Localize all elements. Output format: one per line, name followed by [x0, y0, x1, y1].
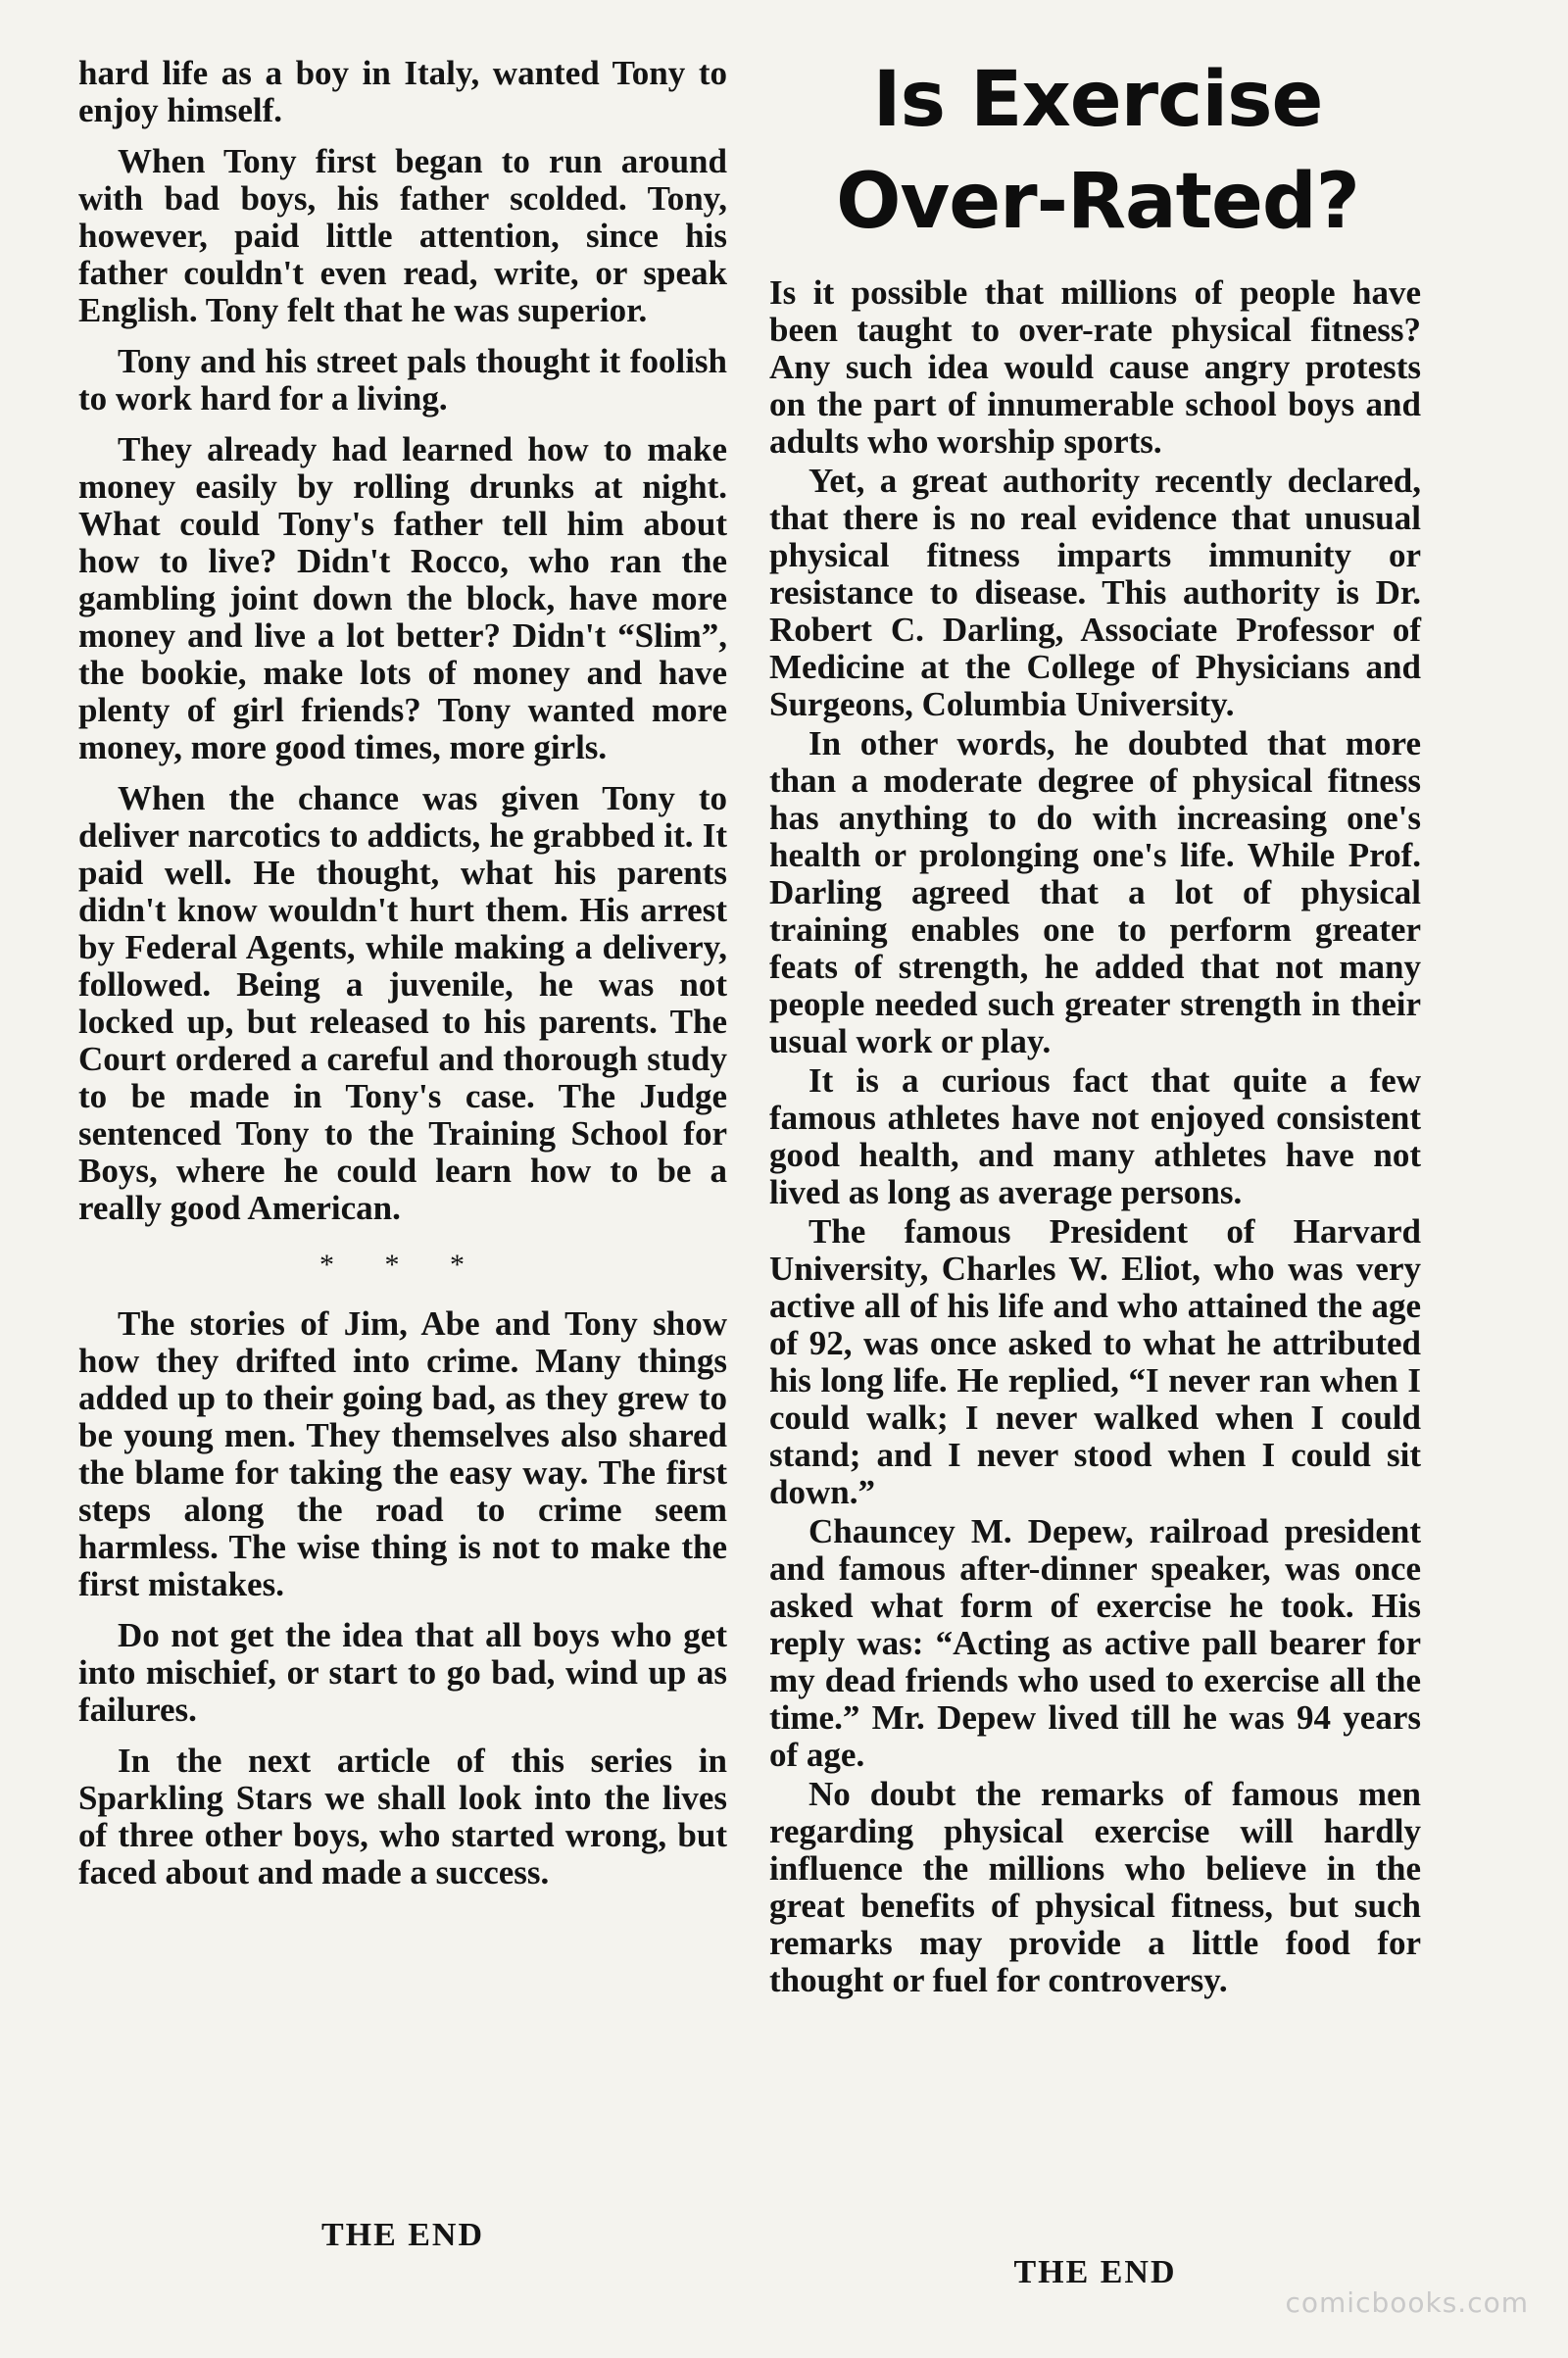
left-paragraph-6: The stories of Jim, Abe and Tony show how they drifted into crime. Many things added up to their going bad, as they grew to be young men. They themselves also shared the blame for taking the easy way. The first steps along the road to crime seem harmless. The wise thing is not to make the first mistakes. — [78, 1304, 727, 1603]
left-paragraph-5: When the chance was given Tony to deliver narcotics to addicts, he grabbed it. It paid well. He thought, what his parents didn't know wouldn't hurt them. His arrest by Federal Agents, while making a delivery, followed. Being a juvenile, he was not locked up, but released to his parents. The Court ordered a careful and thorough study to be made in Tony's case. The Judge sentenced Tony to the Training School for Boys, where he could learn how to be a really good American. — [78, 779, 727, 1227]
right-column — [769, 274, 1421, 2001]
headline-line-2: Over-Rated? — [836, 158, 1359, 246]
left-the-end: THE END — [320, 2217, 485, 2253]
right-paragraph-4: It is a curious fact that quite a few famous athletes have not enjoyed consistent good health, and many athletes have not lived as long as average persons. — [769, 1061, 1421, 1211]
left-paragraph-4: They already had learned how to make money easily by rolling drunks at night. What could Tony's father tell him about how to live? Didn't Rocco, who ran the gambling joint down the block, have more money and live a lot better? Didn't “Slim”, the bookie, make lots of money and have plenty of girl friends? Tony wanted more money, more good times, more girls. — [78, 430, 727, 766]
right-paragraph-5: The famous President of Harvard University, Charles W. Eliot, who was very active all of his life and who attained the age of 92, was once asked to what he attributed his long life. He replied, “I never ran when I could walk; I never walked when I could stand; and I never stood when I could sit down.” — [769, 1212, 1421, 1511]
left-paragraph-8: In the next article of this series in Sparkling Stars we shall look into the lives of three other boys, who started wrong, but faced about and made a success. — [78, 1742, 727, 1891]
left-column — [78, 55, 727, 1905]
left-paragraph-1: hard life as a boy in Italy, wanted Tony to enjoy himself. — [78, 54, 727, 129]
right-the-end: THE END — [1013, 2254, 1177, 2290]
right-paragraph-1: Is it possible that millions of people have been taught to over-rate physical fitness? Any such idea would cause angry protests on the part of innumerable school boys and adults who worship sports. — [769, 273, 1421, 461]
right-paragraph-6: Chauncey M. Depew, railroad president and famous after-dinner speaker, was once asked what form of exercise he took. His reply was: “Acting as active pall bearer for my dead friends who used to exercise all the time.” Mr. Depew lived till he was 94 years of age. — [769, 1512, 1421, 1774]
left-paragraph-2: When Tony first began to run around with bad boys, his father scolded. Tony, however, paid little attention, since his father couldn't even read, write, or speak English. Tony felt that he was superior. — [78, 142, 727, 329]
headline-line-1: Is Exercise — [872, 56, 1323, 144]
left-paragraph-3: Tony and his street pals thought it foolish to work hard for a living. — [78, 342, 727, 418]
right-paragraph-3: In other words, he doubted that more than a moderate degree of physical fitness has anything to do with increasing one's health or prolonging one's life. While Prof. Darling agreed that a lot of physical training enables one to perform greater feats of strength, he added that not many people needed such greater strength in their usual work or play. — [769, 724, 1421, 1060]
right-paragraph-7: No doubt the remarks of famous men regarding physical exercise will hardly influence the millions who believe in the great benefits of physical fitness, but such remarks may provide a little food for thought or fuel for controversy. — [769, 1775, 1421, 1999]
section-separator: * * * — [319, 1249, 486, 1281]
left-paragraph-7: Do not get the idea that all boys who get into mischief, or start to go bad, wind up as failures. — [78, 1616, 727, 1729]
right-paragraph-2: Yet, a great authority recently declared, that there is no real evidence that unusual physical fitness imparts immunity or resistance to disease. This authority is Dr. Robert C. Darling, Associate Professor of Medicine at the College of Physicians and Surgeons, Columbia University. — [769, 462, 1421, 723]
watermark-text: comicbooks.com — [1285, 2286, 1529, 2319]
article-headline — [784, 49, 1411, 253]
